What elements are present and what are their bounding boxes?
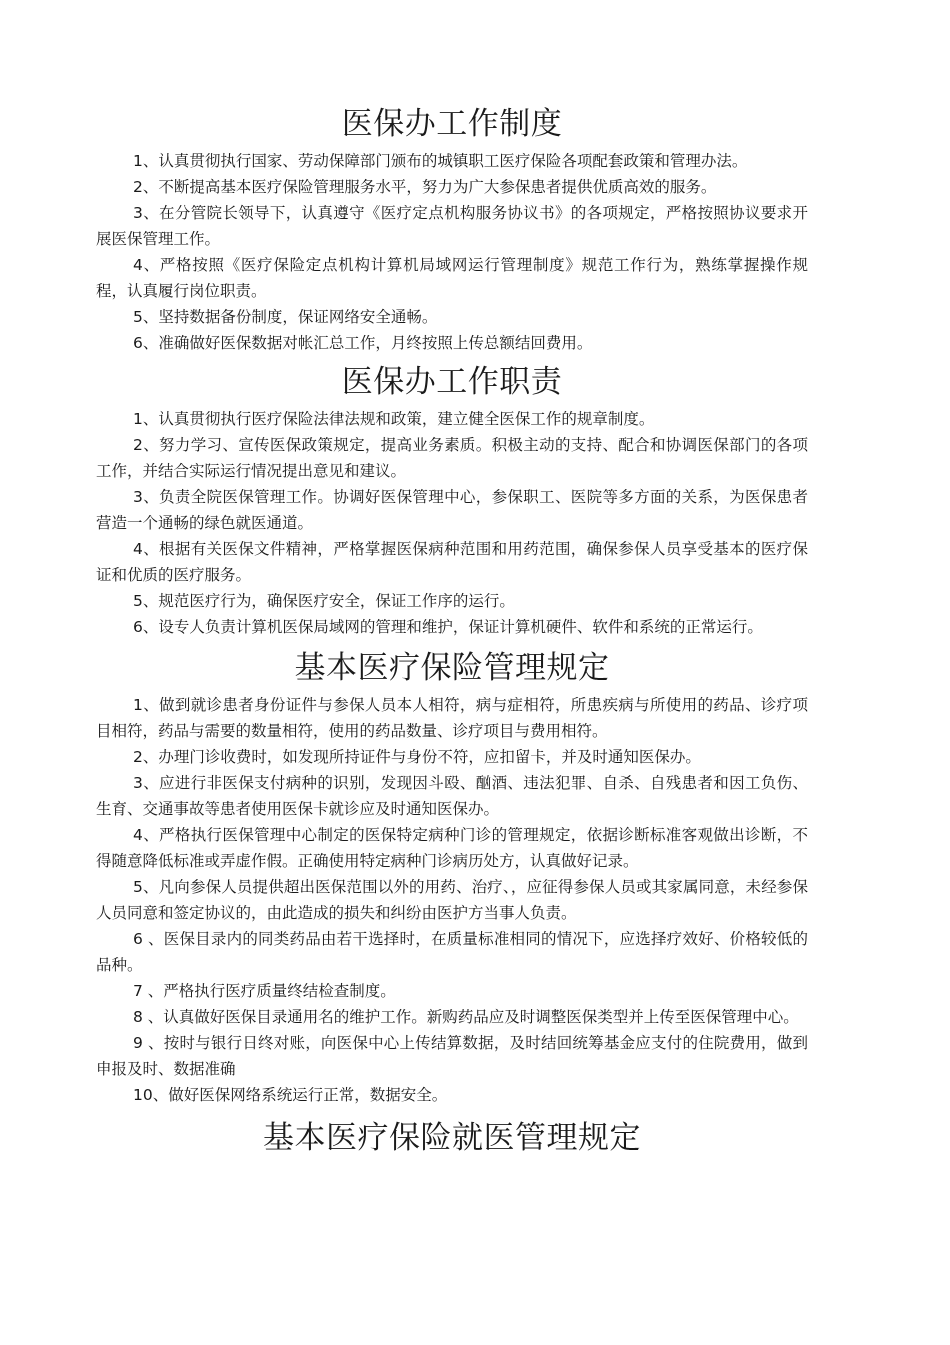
section-title: 医保办工作职责 [341,364,563,400]
list-item: 1、认真贯彻执行国家、劳动保障部门颁布的城镇职工医疗保险各项配套政策和管理办法。 [133,152,748,170]
section-title: 医保办工作制度 [341,106,563,142]
section-title: 基本医疗保险就医管理规定 [263,1120,641,1156]
list-item: 2、努力学习、宣传医保政策规定，提高业务素质。积极主动的支持、配合和协调医保部门的各项工作，并结合实际运行情况提出意见和建议。 [96,436,808,480]
list-item: 5、规范医疗行为，确保医疗安全，保证工作序的运行。 [133,592,515,610]
list-item: 5、坚持数据备份制度，保证网络安全通畅。 [133,308,438,326]
list-item: 6、设专人负责计算机医保局域网的管理和维护，保证计算机硬件、软件和系统的正常运行。 [133,618,763,636]
list-item: 8 、认真做好医保目录通用名的维护工作。新购药品应及时调整医保类型并上传至医保管理中心。 [133,1008,799,1026]
list-item: 1、做到就诊患者身份证件与参保人员本人相符，病与症相符，所患疾病与所使用的药品、诊疗项目相符，药品与需要的数量相符，使用的药品数量、诊疗项目与费用相符。 [96,696,808,740]
section-work-system [96,100,808,356]
section-medical-visit-management [96,1114,808,1162]
list-item: 3、负责全院医保管理工作。协调好医保管理中心，参保职工、医院等多方面的关系，为医保患者营造一个通畅的绿色就医通道。 [96,488,808,532]
list-item: 1、认真贯彻执行医疗保险法律法规和政策，建立健全医保工作的规章制度。 [133,410,655,428]
list-item: 6、准确做好医保数据对帐汇总工作，月终按照上传总额结回费用。 [133,334,593,352]
list-item: 6 、医保目录内的同类药品由若干选择时，在质量标准相同的情况下，应选择疗效好、价格较低的品种。 [96,930,808,974]
section-work-duties [96,358,808,640]
list-item: 7 、严格执行医疗质量终结检查制度。 [133,982,396,1000]
list-item: 2、不断提高基本医疗保险管理服务水平，努力为广大参保患者提供优质高效的服务。 [133,178,717,196]
list-item: 10、做好医保网络系统运行正常，数据安全。 [133,1086,448,1104]
list-item: 5、凡向参保人员提供超出医保范围以外的用药、治疗、，应征得参保人员或其家属同意，未经参保人员同意和签定协议的，由此造成的损失和纠纷由医护方当事人负责。 [96,878,808,922]
list-item: 4、根据有关医保文件精神，严格掌握医保病种范围和用药范围，确保参保人员享受基本的医疗保证和优质的医疗服务。 [96,540,808,584]
section-insurance-management [96,644,808,1108]
list-item: 3、应进行非医保支付病种的识别，发现因斗殴、酗酒、违法犯罪、自杀、自残患者和因工负伤、生育、交通事故等患者使用医保卡就诊应及时通知医保办。 [96,774,808,818]
list-item: 4、严格执行医保管理中心制定的医保特定病种门诊的管理规定，依据诊断标准客观做出诊断，不得随意降低标准或弄虚作假。正确使用特定病种门诊病历处方，认真做好记录。 [96,826,808,870]
document-page [96,100,808,1162]
list-item: 9 、按时与银行日终对账，向医保中心上传结算数据，及时结回统筹基金应支付的住院费用，做到申报及时、数据准确 [96,1034,808,1078]
list-item: 3、在分管院长领导下，认真遵守《医疗定点机构服务协议书》的各项规定，严格按照协议要求开展医保管理工作。 [96,204,808,248]
section-title: 基本医疗保险管理规定 [294,650,610,686]
list-item: 2、办理门诊收费时，如发现所持证件与身份不符，应扣留卡，并及时通知医保办。 [133,748,701,766]
list-item: 4、严格按照《医疗保险定点机构计算机局域网运行管理制度》规范工作行为，熟练掌握操作规程，认真履行岗位职责。 [96,256,808,300]
